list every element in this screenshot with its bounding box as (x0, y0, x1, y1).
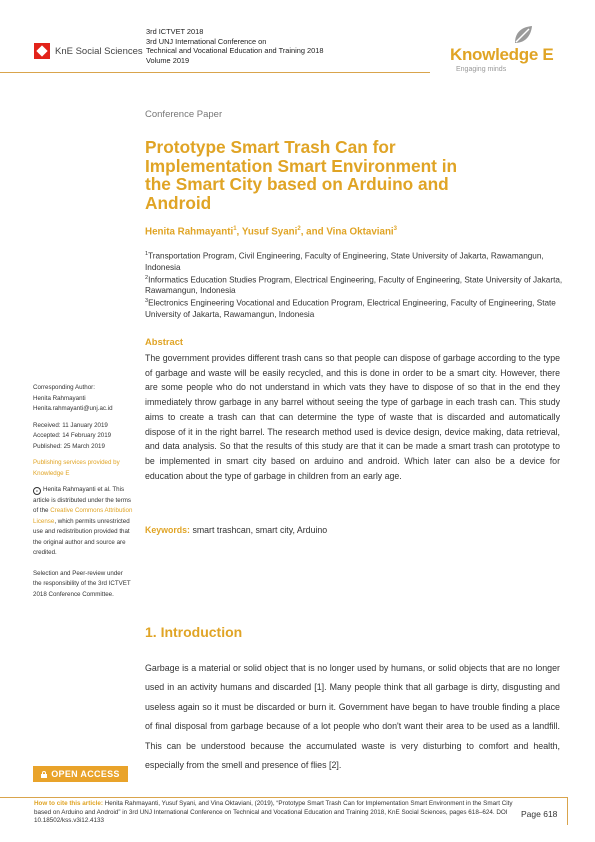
copyright-icon: c (33, 487, 41, 495)
affiliation-text: Electronics Engineering Vocational and Education Program, Electrical Engineering, Faculty of Engineering, State University of Jakarta, Rawamangun, Indonesia (145, 299, 556, 320)
open-access-label: OPEN ACCESS (51, 769, 120, 779)
citation (34, 800, 521, 826)
paper-title: Prototype Smart Trash Can for Implementation Smart Environment in the Smart City based on Arduino and Android (145, 137, 458, 213)
brand-tagline: Engaging minds (456, 66, 507, 73)
author-name: Henita Rahmayanti (145, 226, 234, 238)
affiliation (145, 296, 565, 320)
corresponding-email[interactable]: Henita.rahmayanti@unj.ac.id (33, 405, 113, 412)
header-divider (0, 72, 430, 73)
kne-logo-icon (34, 43, 50, 59)
copyright-notice (33, 485, 133, 559)
paper-type: Conference Paper (145, 109, 223, 120)
corresponding-name: Henita Rahmayanti (33, 394, 86, 402)
conference-info (146, 27, 324, 65)
affiliation (145, 273, 565, 297)
affiliation-text: Informatics Education Studies Program, Electrical Engineering, Faculty of Engineering, State University of Jakarta, Rawamangun, Indonesia (145, 275, 563, 296)
keywords (145, 525, 327, 535)
publisher-logo (34, 42, 146, 60)
footer-divider-vertical (567, 797, 568, 825)
affiliation-number: 3 (145, 298, 149, 305)
received-date: Received: 11 January 2019 (33, 421, 108, 429)
affiliation-number: 1 (145, 251, 149, 257)
abstract-text: The government provides different trash cans so that people can dispose of garbage according to the type of garbage and waste will be easily recycled, and this is done in order to be a smart city. However, there are some people who do not understand in which vats they have to dispose of so that in the end they immediately throw garbage in any barrel without seeing the type of garbage in each trash can. This study aims to create a trash can that can determine the type of waste that is discarded and automatically dispose of it in the right barrel. The research method used is device design, device making, data retrieval, and data analysis. So that the results of this study are that it can be made a smart trash can prototype to be implemented in smart city based on arduino and android. Which later can also be a device for education about the type of garbage in children from an early age. (145, 353, 560, 481)
conference-line: Technical and Vocational Education and Training 2018 (146, 46, 324, 56)
brand-name: Knowledge E (450, 45, 554, 64)
citation-label: How to cite this article: (34, 800, 103, 807)
introduction-text: Garbage is a material or solid object that is no longer used by humans, or solid objects that are no longer used in an activity humans and discarded [1]. Many people think that all garbage is dirty, disgusting and useless again so it must be discarded or burn it. Government have began to have trouble finding a place of final disposal from garbage because of a lot people who don't want their area to be used as a landfill. This can be understood because the accumulated waste is very disturbing to comfort and health, especially from the smell and presence of flies [2]. (145, 663, 560, 771)
citation-text: Henita Rahmayanti, Yusuf Syani, and Vina Oktaviani, (2019), “Prototype Smart Trash Can for Implementation Smart Environment in the Smart City based on Arduino and Android” in 3rd UNJ International Conference on Technical and Vocational Education and Training 2018, KnE Social Sciences, pages 618–624. DOI 10.18502/kss.v3i12.4133 (34, 800, 513, 825)
conference-line: 3rd ICTVET 2018 (146, 27, 204, 36)
affiliation-number: 2 (145, 274, 149, 281)
abstract-heading: Abstract (145, 336, 184, 347)
footer-divider (0, 797, 567, 798)
knowledge-e-logo (450, 24, 565, 74)
published-date: Published: 25 March 2019 (33, 442, 105, 450)
copyright-post: , which permits unrestricted use and redistribution provided that the original author and source are credited. (33, 517, 130, 556)
author-affil-number: 2 (297, 226, 301, 232)
author-separator: , (236, 226, 242, 238)
author-name: Vina Oktaviani (326, 226, 394, 238)
keywords-text: smart trashcan, smart city, Arduino (192, 525, 328, 535)
affiliation (145, 249, 565, 273)
publisher-name: KnE Social Sciences (55, 45, 143, 57)
author-affil-number: 1 (233, 226, 237, 232)
author-name: Yusuf Syani (241, 226, 298, 238)
publishing-services: Publishing services provided by Knowledge E (33, 459, 120, 477)
leaf-icon (512, 24, 534, 46)
keywords-label: Keywords: (145, 525, 190, 535)
author-affil-number: 3 (393, 226, 397, 232)
affiliation-list (145, 249, 565, 320)
peer-review-note: Selection and Peer-review under the responsibility of the 3rd ICTVET 2018 Conference Committee. (33, 569, 131, 598)
author-list (145, 226, 397, 237)
affiliation-text: Transportation Program, Civil Engineering, Faculty of Engineering, State University of Jakarta, Rawamangun, Indonesia (145, 251, 544, 272)
open-access-badge (33, 766, 128, 782)
copyright-pre: Henita Rahmayanti et al. This article is distributed under the terms of the (33, 486, 132, 514)
article-sidebar (33, 383, 133, 600)
author-separator: , and (300, 226, 327, 238)
corresponding-label: Corresponding Author: (33, 384, 95, 391)
open-lock-icon (41, 771, 47, 778)
conference-line: Volume 2019 (146, 55, 190, 65)
page-number: Page 618 (521, 809, 558, 819)
license-link[interactable]: Creative Commons Attribution License (33, 507, 133, 525)
conference-line: 3rd UNJ International Conference on (146, 36, 267, 46)
accepted-date: Accepted: 14 February 2019 (33, 432, 112, 439)
section-heading: 1. Introduction (145, 624, 243, 640)
